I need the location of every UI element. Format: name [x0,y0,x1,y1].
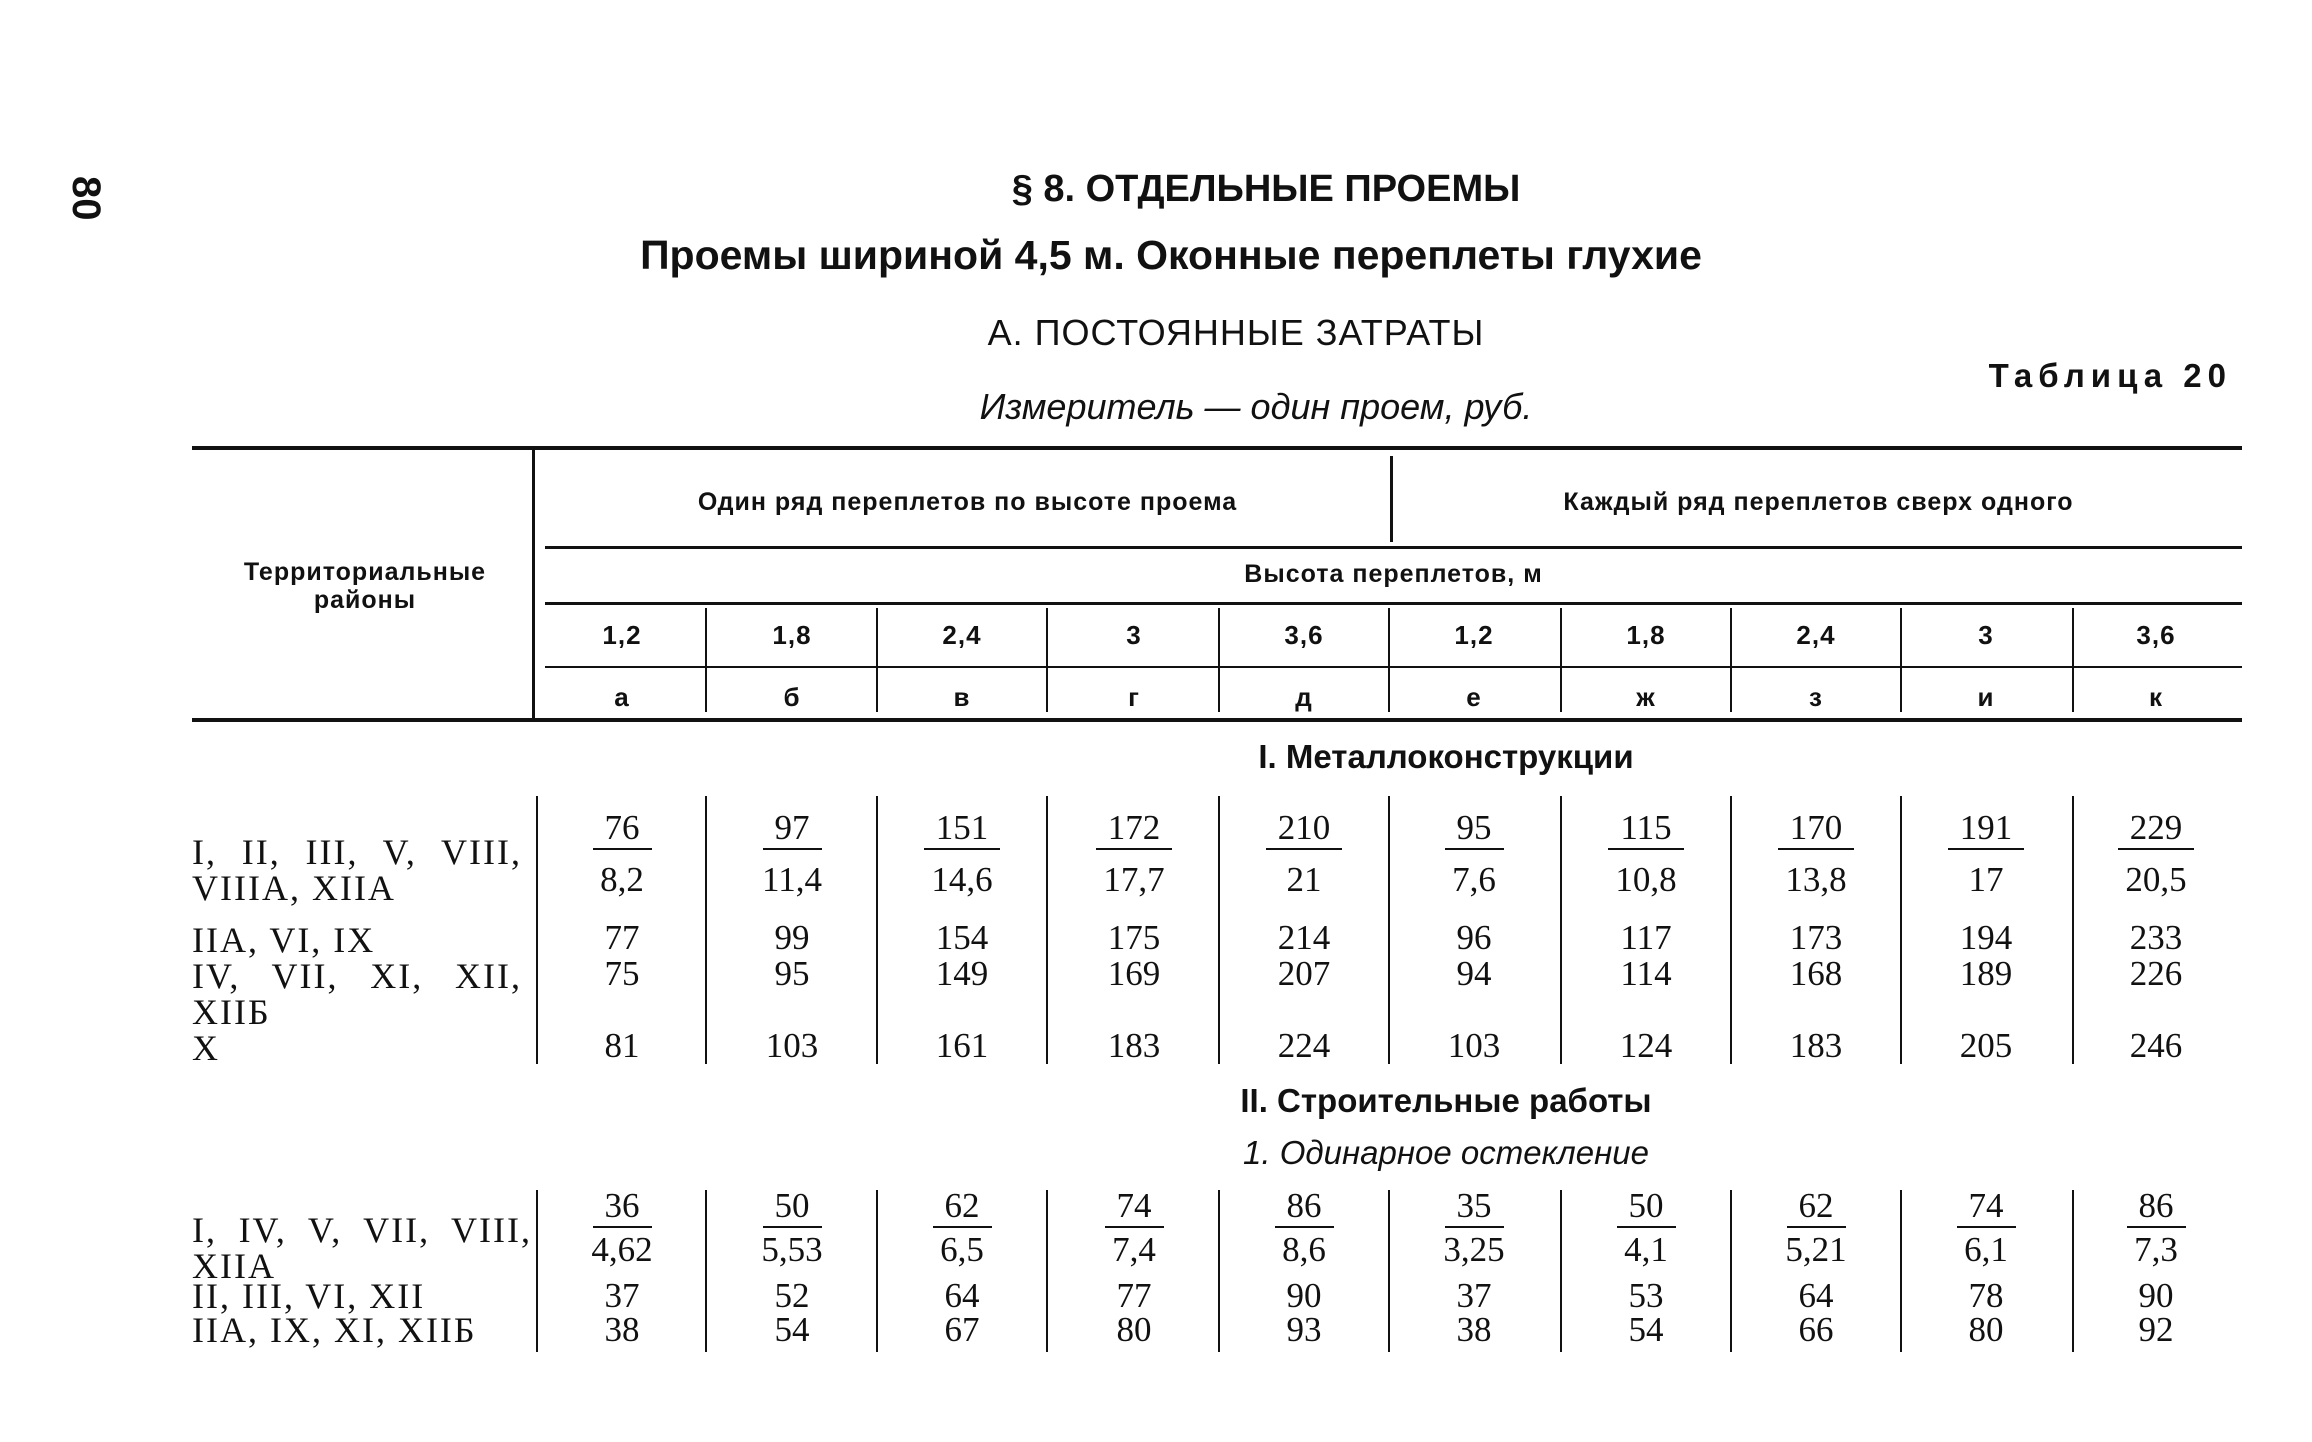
table-cell-denominator: 6,1 [1964,1230,2008,1269]
column-height: 3,6 [1284,620,1324,650]
table-cell-numerator [727,808,857,850]
row-label: I, IV, V, VII, VIII, XIIA [192,1210,532,1286]
fraction-numerator: 36 [593,1186,652,1228]
fraction-numerator: 172 [1096,808,1173,850]
table-cell-numerator [1239,808,1369,850]
table-cell: 54 [1628,1310,1664,1349]
column-letter: е [1466,682,1482,712]
table-cell: 124 [1619,1026,1673,1065]
column-divider [1046,608,1048,712]
table-cell-denominator: 17,7 [1103,860,1165,899]
table-cell: 175 [1107,918,1161,957]
column-height: 1,2 [602,620,642,650]
row-label: I, II, III, V, VIII, VIIIA, XIIA [192,832,522,908]
fraction-numerator: 95 [1445,808,1504,850]
table-cell-numerator [897,808,1027,850]
table-cell-numerator [1751,1186,1881,1228]
section-2-subtitle: 1. Одинарное остекление [1243,1134,1649,1171]
table-cell-numerator [2091,1186,2221,1228]
table-cell-numerator [2091,808,2221,850]
table-cell: 183 [1789,1026,1843,1065]
table-cell: 173 [1789,918,1843,957]
column-letter: а [614,682,630,712]
table-cell: 53 [1628,1276,1664,1315]
table-cell-denominator: 10,8 [1615,860,1677,899]
table-cell-numerator [1751,808,1881,850]
column-divider [1388,608,1390,712]
column-divider [1218,796,1220,1064]
table-cell: 103 [765,1026,819,1065]
table-cell: 169 [1107,954,1161,993]
table-cell: 207 [1277,954,1331,993]
table-cell: 75 [604,954,640,993]
group-divider [1390,456,1393,542]
table-label: Таблица 20 [1988,357,2232,394]
table-cell-numerator [1921,808,2051,850]
table-cell: 168 [1789,954,1843,993]
table-cell: 214 [1277,918,1331,957]
table-cell: 149 [935,954,989,993]
table-cell-denominator: 21 [1286,860,1322,899]
table-cell: 114 [1620,954,1672,993]
table-cell: 94 [1456,954,1492,993]
fraction-numerator: 35 [1445,1186,1504,1228]
table-cell-denominator: 7,6 [1452,860,1496,899]
table-cell: 66 [1798,1310,1834,1349]
table-cell-denominator: 8,6 [1282,1230,1326,1269]
height-rule [545,602,2242,605]
fraction-numerator: 115 [1608,808,1683,850]
column-divider [1730,608,1732,712]
table-cell: 117 [1620,918,1672,957]
column-divider [2072,608,2074,712]
section-2-title: II. Строительные работы [1240,1082,1652,1119]
table-cell-numerator [1409,1186,1539,1228]
column-divider [1730,796,1732,1064]
fraction-numerator: 210 [1266,808,1343,850]
fraction-numerator: 50 [763,1186,822,1228]
table-cell: 92 [2138,1310,2174,1349]
table-header-bottom-rule [192,718,2242,722]
column-divider [1388,1190,1390,1352]
fraction-numerator: 74 [1957,1186,2016,1228]
table-cell: 64 [1798,1276,1834,1315]
column-letter: и [1977,682,1995,712]
table-cell: 90 [1286,1276,1322,1315]
column-height: 3 [1126,620,1142,650]
table-cell: 64 [944,1276,980,1315]
fraction-numerator: 86 [2127,1186,2186,1228]
table-cell: 154 [935,918,989,957]
table-cell: 77 [1116,1276,1152,1315]
column-divider [1560,608,1562,712]
column-divider [536,1190,538,1352]
table-cell-denominator: 7,4 [1112,1230,1156,1269]
table-cell-denominator: 20,5 [2125,860,2187,899]
table-cell: 194 [1959,918,2013,957]
column-height: 2,4 [942,620,982,650]
page-number: 80 [64,176,108,221]
row-label: II, III, VI, XII [192,1276,426,1316]
table-cell-numerator [1581,1186,1711,1228]
column-divider [1900,608,1902,712]
table-cell-numerator [1921,1186,2051,1228]
table-cell-denominator: 4,62 [591,1230,653,1269]
column-height: 3,6 [2136,620,2176,650]
row-label: X [192,1028,220,1068]
row-label: IIA, VI, IX [192,920,376,960]
column-divider [1900,796,1902,1064]
column-divider [1560,1190,1562,1352]
table-cell-denominator: 6,5 [940,1230,984,1269]
table-top-rule [192,446,2242,450]
table-cell: 38 [1456,1310,1492,1349]
fraction-numerator: 62 [1787,1186,1846,1228]
column-letter: г [1128,682,1140,712]
label-column-divider [532,446,535,718]
fraction-numerator: 50 [1617,1186,1676,1228]
table-cell-numerator [897,1186,1027,1228]
table-cell: 246 [2129,1026,2183,1065]
table-cell: 54 [774,1310,810,1349]
row-label: IIA, IX, XI, XIIБ [192,1310,477,1350]
table-cell: 90 [2138,1276,2174,1315]
column-divider [536,796,538,1064]
table-cell-denominator: 3,25 [1443,1230,1505,1269]
column-letter: д [1295,682,1313,712]
column-letter: б [783,682,801,712]
table-cell: 78 [1968,1276,2004,1315]
table-cell-denominator: 14,6 [931,860,993,899]
table-cell: 37 [604,1276,640,1315]
table-cell-denominator: 17 [1968,860,2004,899]
column-divider [705,1190,707,1352]
letters-rule [545,666,2242,668]
section-1-title: I. Металлоконструкции [1258,738,1634,775]
table-cell-numerator [1581,808,1711,850]
heading: § 8. ОТДЕЛЬНЫЕ ПРОЕМЫ [1011,168,1521,210]
column-divider [1730,1190,1732,1352]
table-cell: 226 [2129,954,2183,993]
table-cell-denominator: 13,8 [1785,860,1847,899]
table-cell-numerator [1069,1186,1199,1228]
subheading: Проемы шириной 4,5 м. Оконные переплеты глухие [640,232,1702,278]
unit-note: Измеритель — один проем, руб. [979,386,1533,427]
table-cell: 93 [1286,1310,1322,1349]
column-divider [1388,796,1390,1064]
column-height: 1,8 [772,620,812,650]
table-cell: 77 [604,918,640,957]
fraction-numerator: 76 [593,808,652,850]
table-cell: 189 [1959,954,2013,993]
column-letter: з [1809,682,1823,712]
table-cell: 161 [935,1026,989,1065]
column-divider [1218,608,1220,712]
column-letter: ж [1636,682,1656,712]
column-divider [876,796,878,1064]
group2-header: Каждый ряд переплетов сверх одного [1563,488,2074,516]
table-cell-numerator [1239,1186,1369,1228]
table-cell: 67 [944,1310,980,1349]
group1-header: Один ряд переплетов по высоте проема [697,488,1238,516]
column-height: 3 [1978,620,1994,650]
table-cell-numerator [727,1186,857,1228]
table-cell: 96 [1456,918,1492,957]
table-cell: 103 [1447,1026,1501,1065]
section-title: А. ПОСТОЯННЫЕ ЗАТРАТЫ [987,312,1485,353]
table-cell-numerator [1069,808,1199,850]
column-divider [876,608,878,712]
column-height: 2,4 [1796,620,1836,650]
column-divider [1046,796,1048,1064]
column-height: 1,2 [1454,620,1494,650]
table-cell: 80 [1968,1310,2004,1349]
column-divider [2072,796,2074,1064]
fraction-numerator: 191 [1948,808,2025,850]
table-cell: 233 [2129,918,2183,957]
table-cell: 99 [774,918,810,957]
table-cell: 95 [774,954,810,993]
column-divider [1218,1190,1220,1352]
column-letter: в [953,682,971,712]
table-cell-numerator [1409,808,1539,850]
table-cell-denominator: 8,2 [600,860,644,899]
fraction-numerator: 97 [763,808,822,850]
fraction-numerator: 86 [1275,1186,1334,1228]
table-cell: 37 [1456,1276,1492,1315]
row-label-header: Территориальные районы [243,558,487,614]
table-cell: 205 [1959,1026,2013,1065]
column-divider [1560,796,1562,1064]
table-cell-numerator [557,808,687,850]
table-cell: 81 [604,1026,640,1065]
fraction-numerator: 62 [933,1186,992,1228]
column-letter: к [2148,682,2163,712]
group-rule [545,546,2242,549]
row-label: IV, VII, XI, XII, XIIБ [192,956,522,1032]
table-cell: 224 [1277,1026,1331,1065]
table-cell: 80 [1116,1310,1152,1349]
table-cell-denominator: 4,1 [1624,1230,1668,1269]
table-cell-denominator: 11,4 [762,860,822,899]
column-divider [1046,1190,1048,1352]
column-divider [876,1190,878,1352]
table-cell: 183 [1107,1026,1161,1065]
height-header: Высота переплетов, м [1244,560,1543,588]
table-cell-denominator: 5,21 [1785,1230,1847,1269]
table-cell: 38 [604,1310,640,1349]
column-divider [705,796,707,1064]
fraction-numerator: 229 [2118,808,2195,850]
fraction-numerator: 170 [1778,808,1855,850]
column-divider [2072,1190,2074,1352]
table-cell: 52 [774,1276,810,1315]
column-divider [705,608,707,712]
column-height: 1,8 [1626,620,1666,650]
column-divider [1900,1190,1902,1352]
fraction-numerator: 151 [924,808,1001,850]
table-cell-denominator: 5,53 [761,1230,823,1269]
fraction-numerator: 74 [1105,1186,1164,1228]
table-cell-denominator: 7,3 [2134,1230,2178,1269]
table-cell-numerator [557,1186,687,1228]
